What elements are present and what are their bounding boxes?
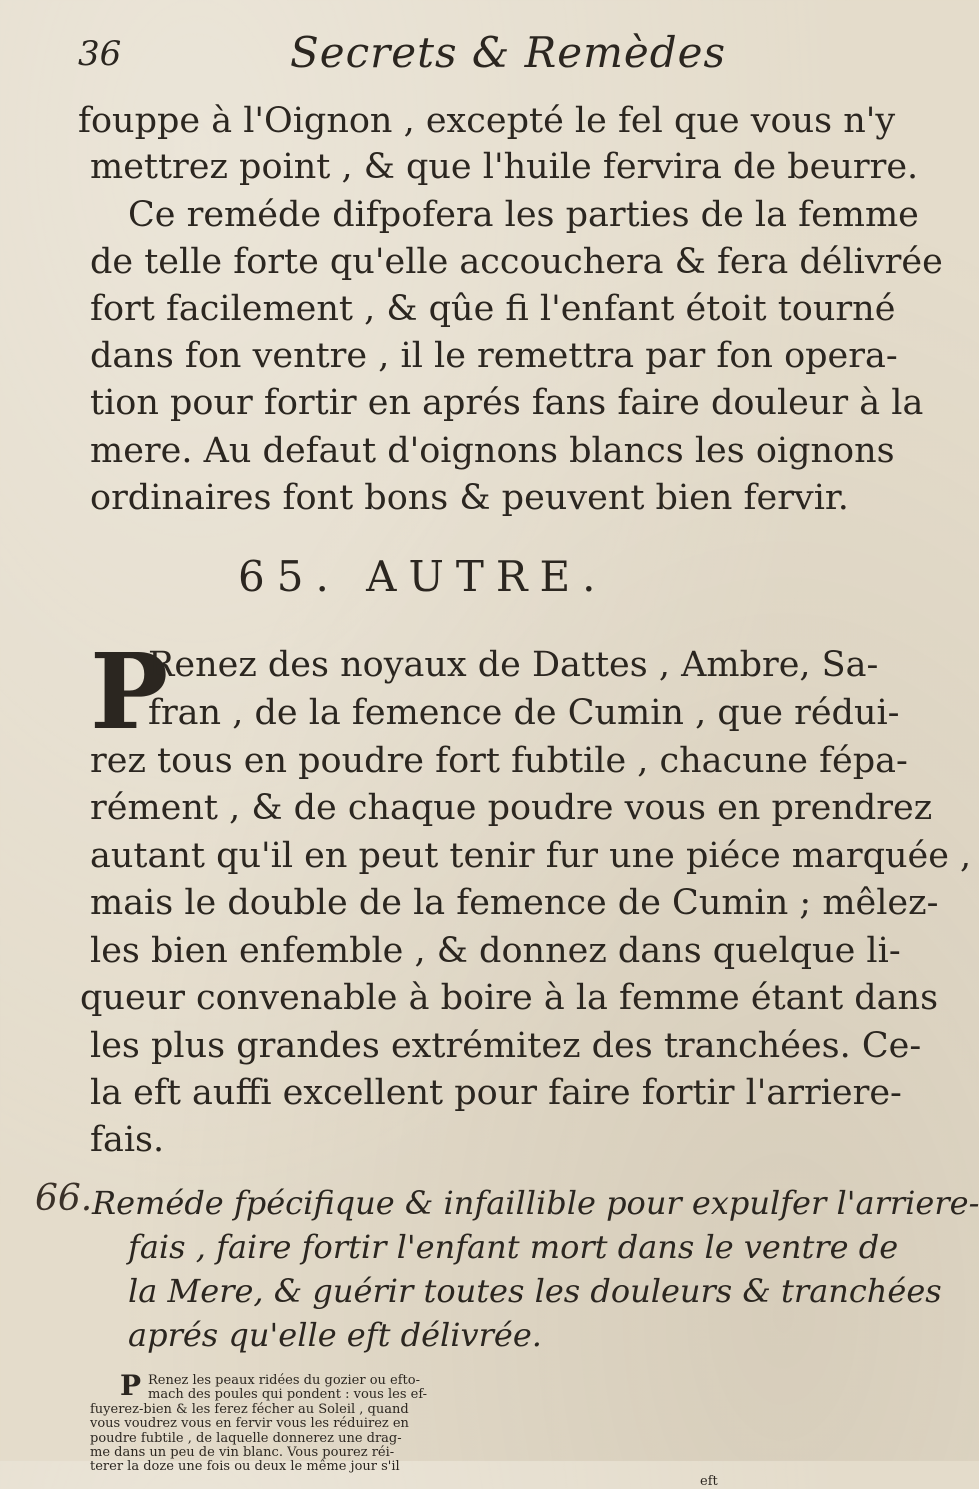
text-line: fuyerez-bien & les ferez fécher au Soleil , quand: [90, 1401, 409, 1417]
section-heading: 65. AUTRE.: [238, 552, 608, 601]
section-title-line: Reméde fpécifique & infaillible pour expulfer l'arriere-: [92, 1184, 979, 1222]
text-line: fort facilement , & qûe fi l'enfant étoit tourné: [90, 289, 896, 329]
text-line: Ce reméde difpofera les parties de la femme: [128, 195, 919, 235]
text-line: autant qu'il en peut tenir fur une piéce marquée ,: [90, 836, 972, 876]
drop-cap: P: [120, 1369, 142, 1402]
text-line: queur convenable à boire à la femme étant dans: [80, 978, 939, 1018]
text-line: les bien enfemble , & donnez dans quelque li-: [90, 931, 901, 971]
margin-number: 66.: [35, 1178, 93, 1219]
text-line: rez tous en poudre fort fubtile , chacune fépa-: [90, 741, 908, 781]
text-line: Renez les peaux ridées du gozier ou efto-: [148, 1373, 420, 1388]
page-number: 36: [78, 34, 122, 74]
text-line: mach des poules qui pondent : vous les ef-: [148, 1387, 428, 1403]
drop-cap: P: [90, 630, 169, 753]
text-line: fran , de la femence de Cumin , que rédui-: [148, 693, 900, 733]
text-line: mettrez point , & que l'huile fervira de beurre.: [90, 147, 919, 187]
text-line: poudre fubtile , de laquelle donnerez une drag-: [90, 1430, 402, 1446]
text-line: mais le double de la femence de Cumin ; mêlez-: [90, 883, 939, 923]
text-line: terer la doze une fois ou deux le même jour s'il: [90, 1459, 400, 1475]
text-line: fouppe à l'Oignon , excepté le fel que vous n'y: [78, 101, 896, 141]
section-title-line: fais , faire fortir l'enfant mort dans le ventre de: [128, 1228, 899, 1266]
text-line: mere. Au defaut d'oignons blancs les oignons: [90, 431, 895, 471]
text-line: Renez des noyaux de Dattes , Ambre, Sa-: [148, 645, 879, 685]
text-line: fais.: [90, 1120, 165, 1160]
catchword: eft: [700, 1473, 718, 1489]
text-line: la eft auffi excellent pour faire fortir l'arriere-: [90, 1073, 902, 1113]
section-title-line: aprés qu'elle eft délivrée.: [128, 1316, 542, 1354]
text-line: les plus grandes extrémitez des tranchées. Ce-: [90, 1026, 922, 1066]
text-line: ordinaires font bons & peuvent bien fervir.: [90, 478, 849, 518]
text-line: dans fon ventre , il le remettra par fon opera-: [90, 336, 898, 376]
text-line: vous voudrez vous en fervir vous les réduirez en: [90, 1416, 409, 1432]
text-line: de telle forte qu'elle accouchera & fera délivrée: [90, 242, 943, 282]
section-title-line: la Mere, & guérir toutes les douleurs & tranchées: [128, 1272, 942, 1310]
text-line: rément , & de chaque poudre vous en prendrez: [90, 788, 933, 828]
running-title: Secrets & Remèdes: [290, 28, 727, 77]
text-line: me dans un peu de vin blanc. Vous pourez réi-: [90, 1445, 395, 1460]
page-header: [78, 28, 778, 90]
text-line: tion pour fortir en aprés fans faire douleur à la: [90, 383, 924, 423]
